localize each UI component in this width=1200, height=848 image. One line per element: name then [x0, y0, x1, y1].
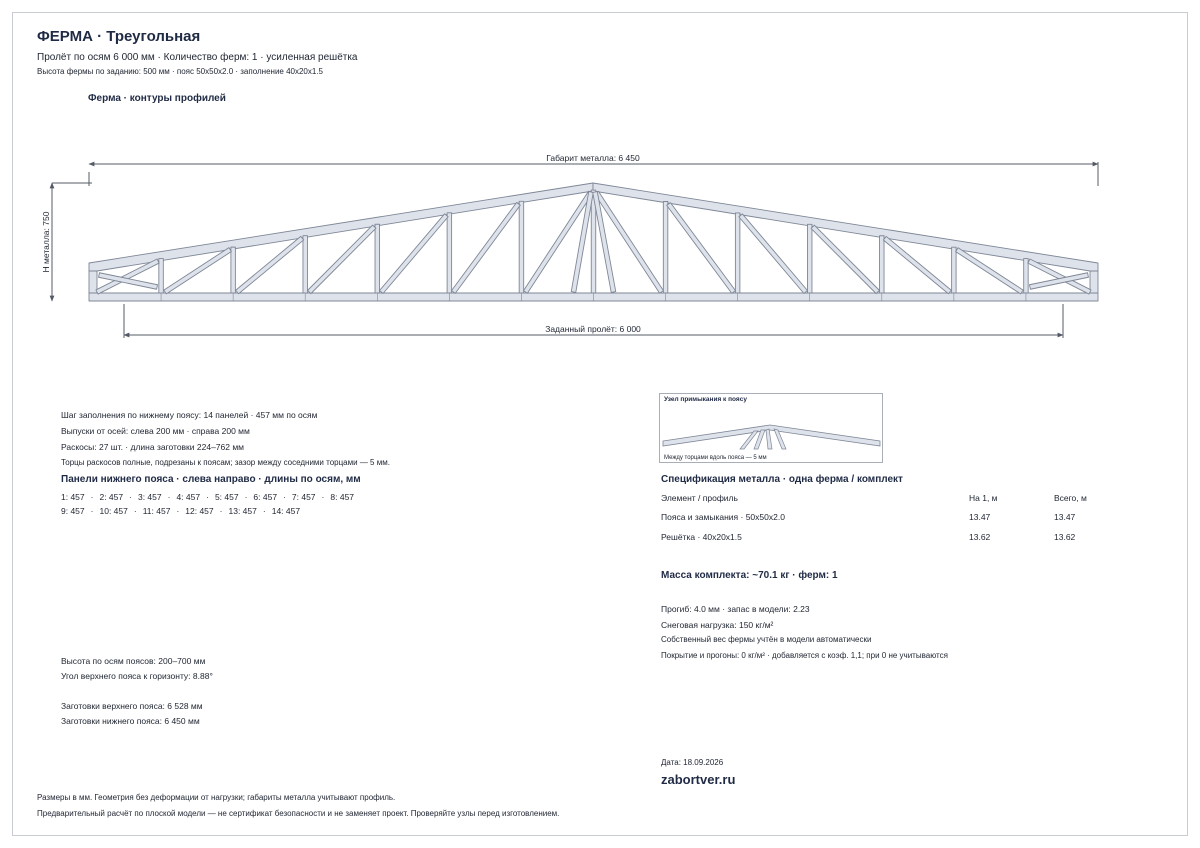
truss-diagonal — [739, 214, 808, 294]
node-detail-caption: Между торцами вдоль пояса — 5 мм — [664, 455, 767, 461]
panel-length-item: 9: 457 — [61, 506, 85, 516]
separator-dot: · — [321, 492, 325, 502]
spec-cell: 13.62 — [1054, 532, 1076, 542]
spec-cell: 13.47 — [1054, 512, 1076, 522]
separator-dot: · — [219, 506, 223, 516]
truss-vertical — [952, 247, 957, 293]
spec-header-per-one: На 1, м — [969, 493, 998, 503]
panels-title: Панели нижнего пояса · слева направо · длины по осям, мм — [61, 474, 361, 485]
separator-dot: · — [90, 492, 94, 502]
truss-vertical — [735, 213, 740, 293]
truss-diagonal — [667, 203, 736, 294]
truss-diagonal — [380, 214, 449, 294]
separator-dot: · — [167, 492, 171, 502]
truss-vertical — [447, 213, 452, 293]
truss-vertical — [880, 236, 885, 293]
info-fill-step: Шаг заполнения по нижнему поясу: 14 панелей · 457 мм по осям — [61, 410, 318, 420]
info-overhangs: Выпуски от осей: слева 200 мм · справа 200 мм — [61, 426, 250, 436]
overall-dimension — [89, 153, 1098, 186]
spec-title: Спецификация металла · одна ферма / комплект — [661, 474, 903, 485]
info-brace-ends: Торцы раскосов полные, подрезаны к поясам; зазор между соседними торцами — 5 мм. — [61, 458, 390, 467]
snow-load: Снеговая нагрузка: 150 кг/м² — [661, 620, 774, 630]
panels-row-2 — [61, 504, 360, 518]
spec-cell: 13.47 — [969, 512, 991, 522]
footer-note-disclaimer: Предварительный расчёт по плоской модели — не сертификат безопасности и не заменяет проект. Проверяйте узлы перед изготовлением. — [37, 809, 560, 818]
page-title: ФЕРМА · Треугольная — [37, 28, 201, 45]
separator-dot: · — [262, 506, 266, 516]
truss-outline — [89, 183, 1098, 301]
drawing-section-title: Ферма · контуры профилей — [88, 93, 226, 104]
kit-mass: Масса комплекта: ~70.1 кг · ферм: 1 — [661, 570, 838, 581]
page-subtitle-params: Высота фермы по заданию: 500 мм · пояс 50х50х2.0 · заполнение 40х20х1.5 — [37, 67, 323, 76]
panels-row-1 — [61, 490, 360, 504]
panels-list — [61, 490, 360, 518]
truss-drawing — [0, 0, 1200, 360]
separator-dot: · — [129, 492, 132, 502]
panel-length-item: 2: 457 — [99, 492, 124, 502]
spec-row-lattice — [661, 532, 1101, 546]
node-detail-sketch — [660, 394, 882, 462]
spec-header-total: Всего, м — [1054, 493, 1087, 503]
node-detail-inset — [659, 393, 883, 463]
truss-diagonal — [452, 202, 521, 293]
spec-row-chords — [661, 512, 1101, 526]
spec-cell: Пояса и замыкания · 50х50х2.0 — [661, 512, 785, 522]
truss-vertical — [807, 224, 812, 293]
page-subtitle: Пролёт по осям 6 000 мм · Количество ферм: 1 · усиленная решётка — [37, 52, 358, 63]
panel-length-item: 14: 457 — [271, 506, 301, 516]
separator-dot: · — [176, 506, 180, 516]
spec-cell: Решётка · 40х20х1.5 — [661, 532, 742, 542]
height-dimension-label: H металла: 750 — [41, 211, 51, 273]
date: Дата: 18.09.2026 — [661, 758, 724, 767]
panel-length-item: 3: 457 — [137, 492, 162, 502]
top-chord-angle: Угол верхнего пояса к горизонту: 8.88° — [61, 671, 213, 681]
spec-cell: 13.62 — [969, 532, 991, 542]
separator-dot: · — [283, 492, 286, 502]
roofing-note: Покрытие и прогоны: 0 кг/м² · добавляется с коэф. 1,1; при 0 не учитываются — [661, 651, 948, 660]
node-detail-title: Узел примыкания к поясу — [664, 396, 747, 403]
panel-length-item: 10: 457 — [99, 506, 128, 516]
truss-vertical — [303, 236, 308, 293]
footer-note-dimensions: Размеры в мм. Геометрия без деформации от нагрузки; габариты металла учитывают профиль. — [37, 793, 396, 802]
panel-length-item: 8: 457 — [330, 492, 355, 502]
truss-vertical — [663, 201, 668, 293]
panel-length-item: 1: 457 — [61, 492, 85, 502]
panel-length-item: 12: 457 — [185, 506, 214, 516]
chord-heights: Высота по осям поясов: 200–700 мм — [61, 656, 206, 666]
truss-vertical — [375, 224, 380, 293]
span-dimension-label: Заданный пролёт: 6 000 — [545, 324, 641, 334]
panel-length-item: 7: 457 — [291, 492, 316, 502]
self-weight-note: Собственный вес фермы учтён в модели автоматически — [661, 635, 872, 644]
panel-length-item: 11: 457 — [142, 506, 171, 516]
height-dimension — [41, 183, 92, 301]
deflection: Прогиб: 4.0 мм · запас в модели: 2.23 — [661, 604, 810, 614]
bottom-chord-blanks: Заготовки нижнего пояса: 6 450 мм — [61, 716, 200, 726]
truss-vertical — [1024, 259, 1029, 293]
separator-dot: · — [206, 492, 209, 502]
panel-length-item: 13: 457 — [228, 506, 257, 516]
truss-vertical — [519, 201, 524, 293]
truss-vertical — [159, 259, 164, 293]
separator-dot: · — [133, 506, 137, 516]
separator-dot: · — [244, 492, 248, 502]
truss-vertical — [231, 247, 236, 293]
top-chord-blanks: Заготовки верхнего пояса: 6 528 мм — [61, 701, 203, 711]
panel-length-item: 5: 457 — [214, 492, 239, 502]
separator-dot: · — [90, 506, 94, 516]
info-braces: Раскосы: 27 шт. · длина заготовки 224–762 мм — [61, 442, 245, 452]
spec-header-element: Элемент / профиль — [661, 493, 738, 503]
spec-header-row — [661, 493, 1101, 507]
panel-length-item: 4: 457 — [176, 492, 201, 502]
panel-length-item: 6: 457 — [253, 492, 278, 502]
site-name: zabortver.ru — [661, 772, 736, 787]
overall-dimension-label: Габарит металла: 6 450 — [546, 153, 640, 163]
span-dimension — [124, 304, 1063, 338]
